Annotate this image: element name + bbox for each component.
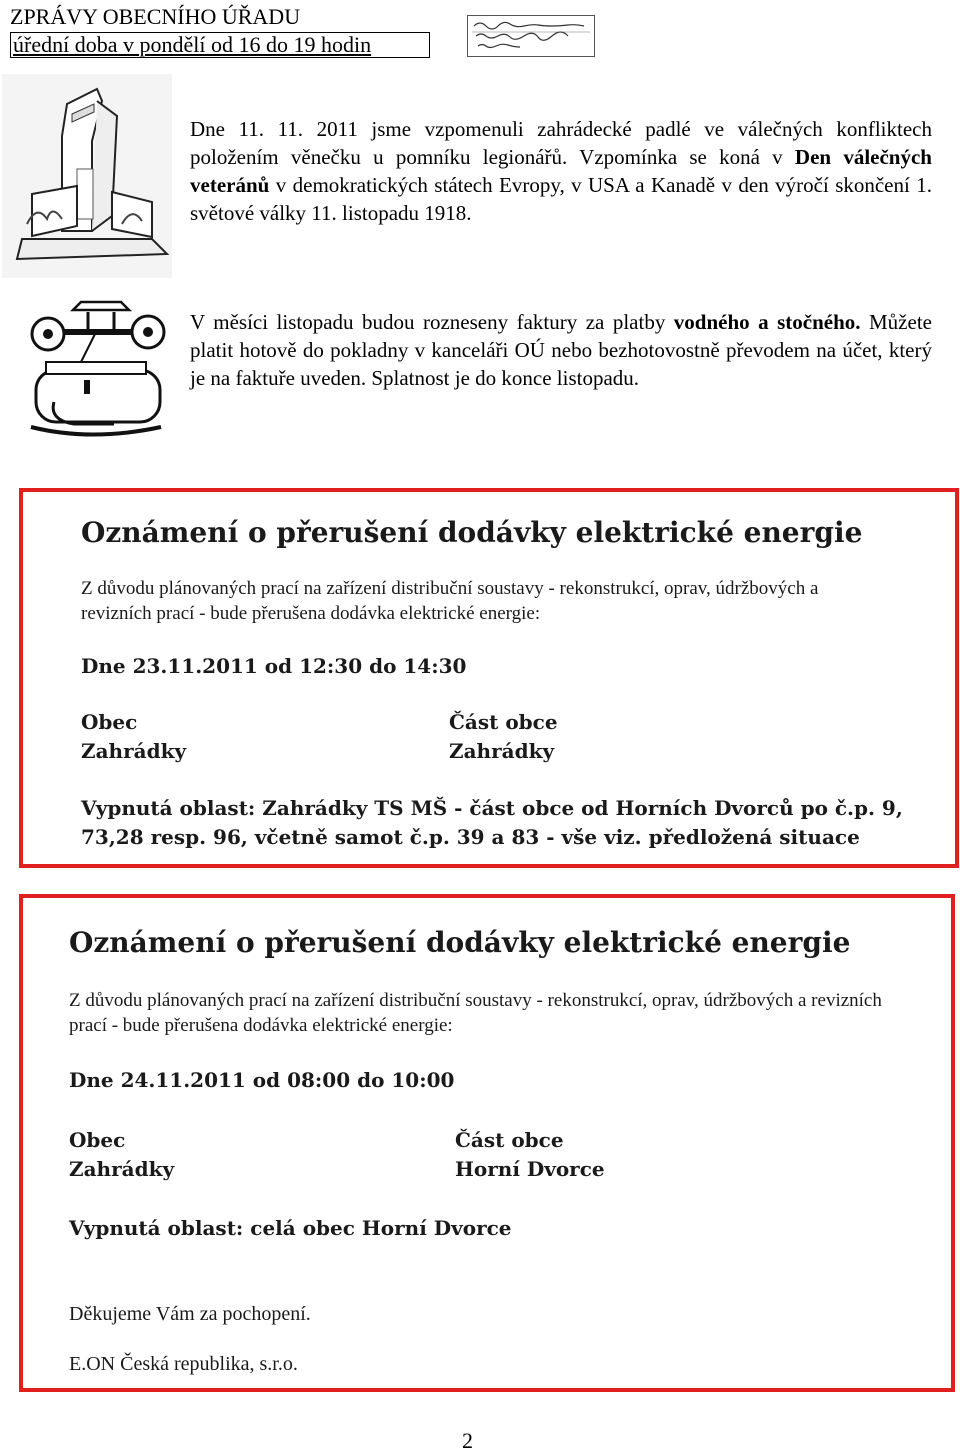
notice-title: Oznámení o přerušení dodávky elektrické energie [81,516,863,549]
cast-obce-value: Horní Dvorce [455,1157,605,1181]
signature-stamp-icon [467,15,595,57]
affected-area: Vypnutá oblast: celá obec Horní Dvorce [69,1216,512,1240]
notice-intro: Z důvodu plánovaných prací na zařízení distribuční soustavy - rekonstrukcí, oprav, údržbových a revizních prací - bude přerušena dodávka elektrické energie: [69,990,882,1036]
notice-intro: Z důvodu plánovaných prací na zařízení distribuční soustavy - rekonstrukcí, oprav, údržbových a revizních prací - bude přerušena dodávka elektrické energie: [81,578,819,624]
cast-obce-value: Zahrádky [449,739,555,763]
obec-label: Obec [81,710,138,734]
office-hours: úřední doba v pondělí od 16 do 19 hodin [10,32,430,58]
notice-date: Dne 23.11.2011 od 12:30 do 14:30 [81,654,467,678]
cast-obce-label: Část obce [455,1128,564,1152]
company-name: E.ON Česká republika, s.r.o. [69,1353,298,1375]
veterans-day-paragraph: Dne 11. 11. 2011 jsme vzpomenuli zahrádecké padlé ve válečných konfliktech položením věnečku u pomníku legionářů. Vzpomínka se koná v Den válečných veteránů v demokratických státech Evropy, v USA a Kanadě v den výročí skončení 1. světové války 11. listopadu 1918. [190,117,932,225]
obec-value: Zahrádky [69,1157,175,1181]
cast-obce-label: Část obce [449,710,558,734]
notice-title: Oznámení o přerušení dodávky elektrické energie [69,926,851,959]
obec-label: Obec [69,1128,126,1152]
newsletter-title: ZPRÁVY OBECNÍHO ÚŘADU [10,4,301,29]
memorial-icon [2,74,172,278]
obec-value: Zahrádky [81,739,187,763]
page-number: 2 [462,1428,473,1453]
affected-area: Vypnutá oblast: Zahrádky TS MŠ - část obce od Horních Dvorců po č.p. 9, 73,28 resp. 96, včetně samot č.p. 39 a 83 - vše viz. předložená situace [81,796,903,849]
water-invoice-paragraph: V měsíci listopadu budou rozneseny faktury za platby vodného a stočného. Můžete platit hotově do pokladny v kanceláři OÚ nebo bezhotovostně převodem na účet, který je na faktuře uveden. Splatnost je do konce listopadu. [190,310,932,390]
power-outage-notice-2 [19,894,955,1392]
telephone-icon [26,292,168,440]
thanks-text: Děkujeme Vám za pochopení. [69,1303,311,1325]
power-outage-notice-1 [19,488,959,868]
notice-date: Dne 24.11.2011 od 08:00 do 10:00 [69,1068,455,1092]
